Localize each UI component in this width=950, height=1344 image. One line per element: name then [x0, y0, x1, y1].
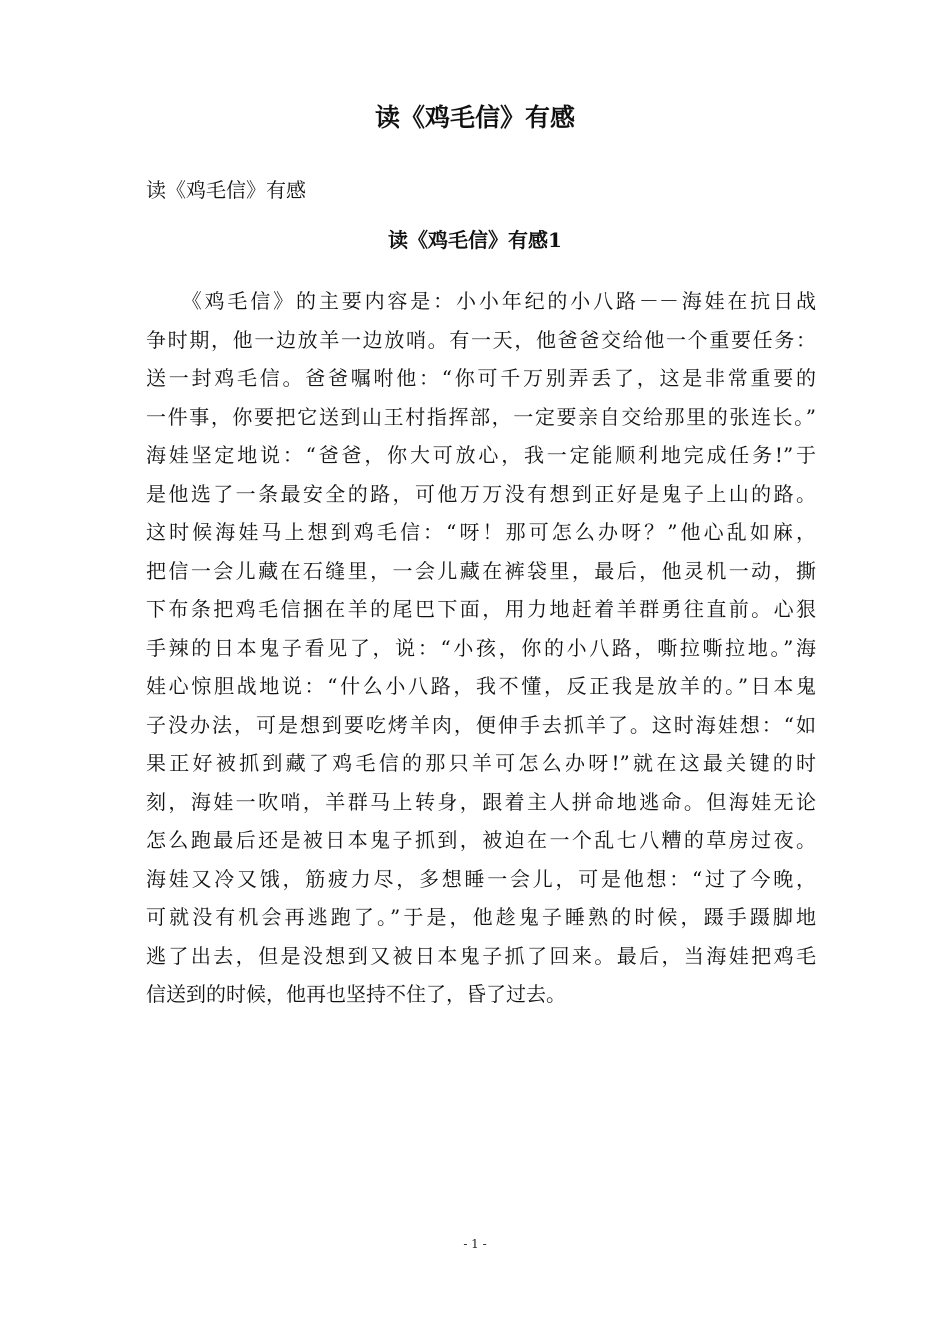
- page-number: - 1 -: [463, 1237, 487, 1251]
- paragraph-line: 一件事，你要把它送到山王村指挥部，一定要亲自交给那里的张连长。”: [146, 404, 816, 429]
- paragraph-line: 子没办法，可是想到要吃烤羊肉，便伸手去抓羊了。这时海娃想：“如: [146, 712, 816, 737]
- paragraph-line: 《鸡毛信》的主要内容是：小小年纪的小八路－－海娃在抗日战: [146, 289, 816, 313]
- paragraph-line: 海娃又冷又饿，筋疲力尽，多想睡一会儿，可是他想：“过了今晚，: [146, 866, 816, 891]
- paragraph-line: 是他选了一条最安全的路，可他万万没有想到正好是鬼子上山的路。: [146, 481, 816, 506]
- paragraph-line: 刻，海娃一吹哨，羊群马上转身，跟着主人拼命地逃命。但海娃无论: [146, 789, 816, 814]
- section-heading: 读《鸡毛信》有感1: [388, 228, 562, 252]
- document-subtitle: 读《鸡毛信》有感: [146, 178, 306, 202]
- paragraph-line: 海娃坚定地说：“爸爸，你大可放心，我一定能顺利地完成任务!”于: [146, 443, 816, 467]
- paragraph-line: 争时期，他一边放羊一边放哨。有一天，他爸爸交给他一个重要任务：: [146, 327, 816, 352]
- paragraph-line: 这时候海娃马上想到鸡毛信：“呀！那可怎么办呀？”他心乱如麻，: [146, 520, 816, 544]
- paragraph-line: 手辣的日本鬼子看见了，说：“小孩，你的小八路，嘶拉嘶拉地。”海: [146, 635, 816, 660]
- paragraph-line: 怎么跑最后还是被日本鬼子抓到，被迫在一个乱七八糟的草房过夜。: [146, 828, 816, 852]
- paragraph-line: 送一封鸡毛信。爸爸嘱咐他：“你可千万别弄丢了，这是非常重要的: [146, 366, 816, 390]
- paragraph-line: 可就没有机会再逃跑了。”于是，他趁鬼子睡熟的时候，蹑手蹑脚地: [146, 905, 816, 929]
- paragraph-line: 信送到的时候，他再也坚持不住了，昏了过去。: [146, 982, 566, 1006]
- paragraph-line: 下布条把鸡毛信捆在羊的尾巴下面，用力地赶着羊群勇往直前。心狠: [146, 597, 816, 621]
- body-paragraph: [146, 282, 816, 1014]
- paragraph-line: 果正好被抓到藏了鸡毛信的那只羊可怎么办呀!”就在这最关键的时: [146, 751, 816, 775]
- document-title: 读《鸡毛信》有感: [374, 103, 575, 132]
- paragraph-line: 把信一会儿藏在石缝里，一会儿藏在裤袋里，最后，他灵机一动，撕: [146, 558, 816, 583]
- paragraph-line: 娃心惊胆战地说：“什么小八路，我不懂，反正我是放羊的。”日本鬼: [146, 674, 816, 698]
- paragraph-line: 逃了出去，但是没想到又被日本鬼子抓了回来。最后，当海娃把鸡毛: [146, 943, 816, 968]
